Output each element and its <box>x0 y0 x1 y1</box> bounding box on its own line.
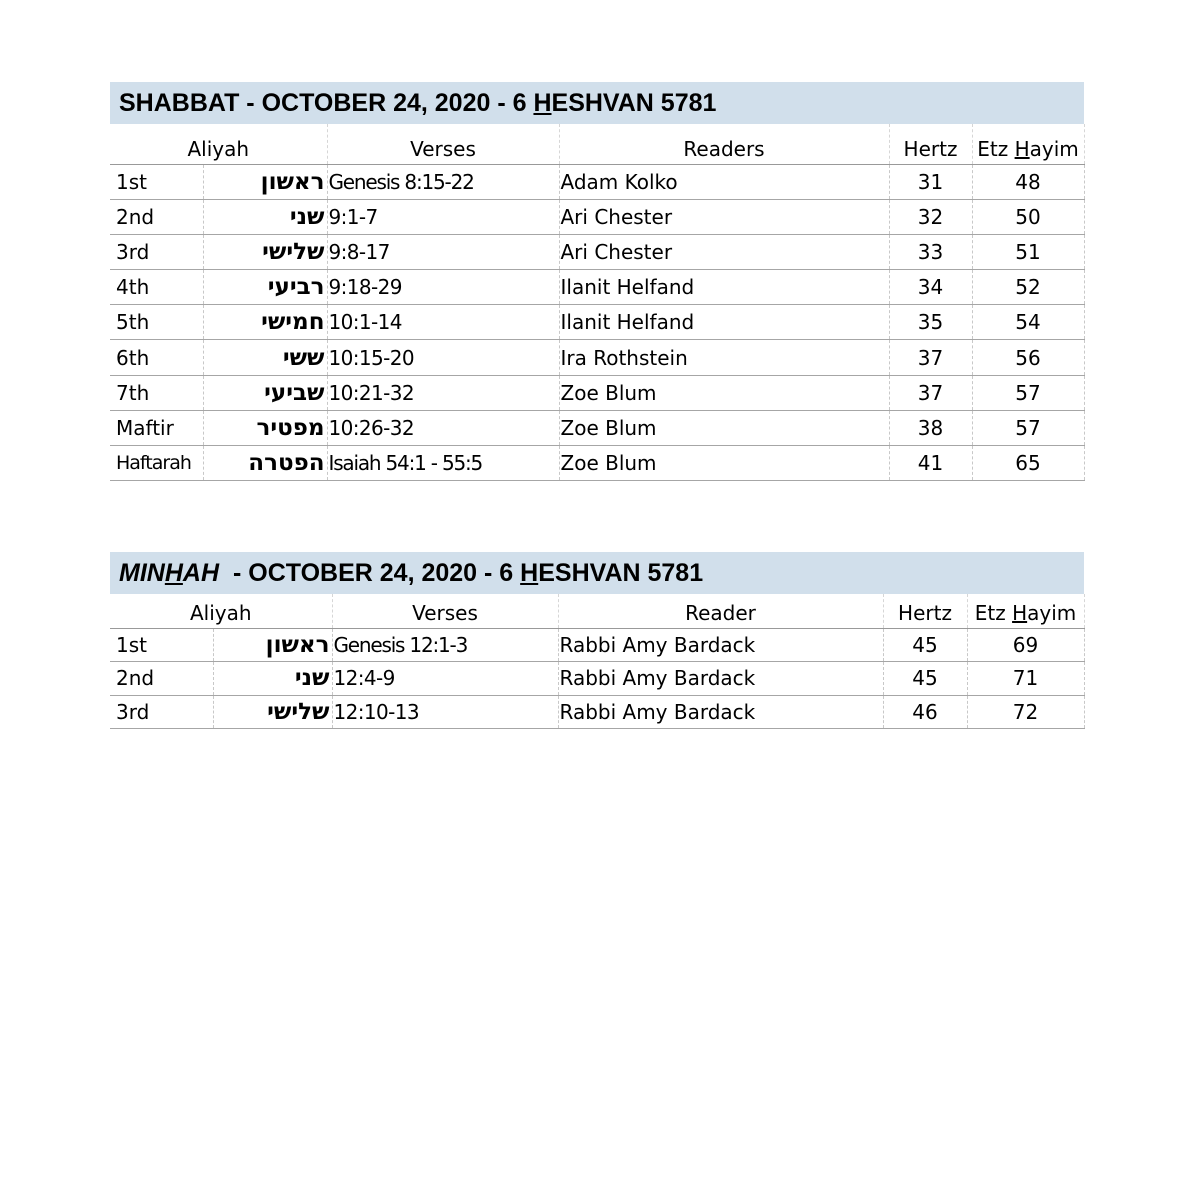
reader-cell: Rabbi Amy Bardack <box>558 662 883 696</box>
shabbat-title-post: ESHVAN 5781 <box>551 88 717 117</box>
etz-hayim-page: 72 <box>967 695 1084 729</box>
etz-pre: Etz <box>974 600 1013 625</box>
etz-hayim-page: 52 <box>972 270 1084 305</box>
hertz-page: 38 <box>889 410 972 445</box>
reader-cell: Rabbi Amy Bardack <box>558 628 883 662</box>
reader-cell: Adam Kolko <box>559 164 889 199</box>
minhah-table <box>110 594 1085 729</box>
minhah-schedule <box>110 552 1084 729</box>
verses-cell: 9:18-29 <box>327 270 559 305</box>
shabbat-table <box>110 124 1085 481</box>
reader-cell: Ilanit Helfand <box>559 305 889 340</box>
verses-cell: 10:1-14 <box>327 305 559 340</box>
minhah-title-rest: - OCTOBER 24, 2020 - 6 <box>233 558 521 587</box>
shabbat-title-underlined: H <box>533 88 552 117</box>
header-aliyah: Aliyah <box>110 124 327 164</box>
verses-cell: Isaiah 54:1 - 55:5 <box>327 446 559 481</box>
etz-post: ayim <box>1029 136 1079 161</box>
etz-hayim-page: 48 <box>972 164 1084 199</box>
etz-pre: Etz <box>977 136 1015 161</box>
hertz-page: 37 <box>889 375 972 410</box>
verses-cell: 12:4-9 <box>332 662 558 696</box>
aliyah-hebrew: ראשון <box>203 164 327 199</box>
header-etz-hayim <box>967 594 1084 628</box>
aliyah-hebrew: שני <box>213 662 332 696</box>
aliyah-number: 1st <box>110 164 203 199</box>
shabbat-schedule <box>110 82 1084 481</box>
minhah-ital-underlined: H <box>164 558 183 587</box>
etz-underlined: H <box>1014 136 1030 161</box>
shabbat-title-banner <box>110 82 1084 124</box>
aliyah-number: 4th <box>110 270 203 305</box>
header-verses: Verses <box>327 124 559 164</box>
reader-cell: Zoe Blum <box>559 410 889 445</box>
shabbat-title-pre: SHABBAT - OCTOBER 24, 2020 - 6 <box>119 88 534 117</box>
hertz-page: 41 <box>889 446 972 481</box>
hertz-page: 33 <box>889 234 972 269</box>
aliyah-hebrew: ששי <box>203 340 327 375</box>
reader-cell: Zoe Blum <box>559 446 889 481</box>
aliyah-hebrew: שביעי <box>203 375 327 410</box>
table-row <box>110 375 1084 410</box>
hertz-page: 37 <box>889 340 972 375</box>
aliyah-number: 6th <box>110 340 203 375</box>
aliyah-number: 1st <box>110 628 213 662</box>
verses-cell: Genesis 8:15-22 <box>327 164 559 199</box>
aliyah-number: 2nd <box>110 662 213 696</box>
etz-post: ayim <box>1027 600 1077 625</box>
table-row <box>110 164 1084 199</box>
verses-cell: Genesis 12:1-3 <box>332 628 558 662</box>
verses-cell: 10:26-32 <box>327 410 559 445</box>
hertz-page: 32 <box>889 199 972 234</box>
hertz-page: 34 <box>889 270 972 305</box>
etz-hayim-page: 65 <box>972 446 1084 481</box>
header-readers: Readers <box>559 124 889 164</box>
aliyah-hebrew: חמישי <box>203 305 327 340</box>
table-row <box>110 305 1084 340</box>
aliyah-number: 2nd <box>110 199 203 234</box>
table-row <box>110 695 1084 729</box>
header-aliyah: Aliyah <box>110 594 332 628</box>
minhah-title-italic <box>119 559 219 588</box>
hertz-page: 45 <box>883 628 967 662</box>
etz-hayim-page: 56 <box>972 340 1084 375</box>
header-hertz: Hertz <box>883 594 967 628</box>
aliyah-hebrew: שלישי <box>203 234 327 269</box>
hertz-page: 45 <box>883 662 967 696</box>
minhah-ital-pre: MIN <box>119 558 165 587</box>
aliyah-hebrew: שני <box>203 199 327 234</box>
etz-hayim-page: 57 <box>972 375 1084 410</box>
verses-cell: 10:21-32 <box>327 375 559 410</box>
table-row <box>110 270 1084 305</box>
verses-cell: 10:15-20 <box>327 340 559 375</box>
table-row <box>110 410 1084 445</box>
header-etz-hayim <box>972 124 1084 164</box>
etz-hayim-page: 51 <box>972 234 1084 269</box>
aliyah-hebrew: שלישי <box>213 695 332 729</box>
etz-hayim-page: 50 <box>972 199 1084 234</box>
header-verses: Verses <box>332 594 558 628</box>
aliyah-number: 3rd <box>110 234 203 269</box>
aliyah-hebrew: ראשון <box>213 628 332 662</box>
shabbat-header-row <box>110 124 1084 164</box>
aliyah-number: 3rd <box>110 695 213 729</box>
table-row <box>110 234 1084 269</box>
verses-cell: 9:8-17 <box>327 234 559 269</box>
minhah-ital-post: AH <box>182 558 219 587</box>
aliyah-number: Maftir <box>110 410 203 445</box>
hertz-page: 31 <box>889 164 972 199</box>
etz-hayim-page: 69 <box>967 628 1084 662</box>
aliyah-number: Haftarah <box>110 446 203 481</box>
minhah-title-underlined: H <box>520 558 539 587</box>
reader-cell: Rabbi Amy Bardack <box>558 695 883 729</box>
minhah-header-row <box>110 594 1084 628</box>
aliyah-hebrew: הפטרה <box>203 446 327 481</box>
etz-hayim-page: 71 <box>967 662 1084 696</box>
minhah-title-banner <box>110 552 1084 594</box>
hertz-page: 35 <box>889 305 972 340</box>
reader-cell: Ari Chester <box>559 234 889 269</box>
aliyah-number: 5th <box>110 305 203 340</box>
table-row <box>110 662 1084 696</box>
reader-cell: Ari Chester <box>559 199 889 234</box>
table-row <box>110 199 1084 234</box>
minhah-title-post: ESHVAN 5781 <box>538 558 704 587</box>
etz-underlined: H <box>1012 600 1028 625</box>
table-row <box>110 628 1084 662</box>
aliyah-hebrew: רביעי <box>203 270 327 305</box>
reader-cell: Ilanit Helfand <box>559 270 889 305</box>
aliyah-number: 7th <box>110 375 203 410</box>
hertz-page: 46 <box>883 695 967 729</box>
etz-hayim-page: 57 <box>972 410 1084 445</box>
table-row <box>110 446 1084 481</box>
verses-cell: 12:10-13 <box>332 695 558 729</box>
table-row <box>110 340 1084 375</box>
header-reader: Reader <box>558 594 883 628</box>
verses-cell: 9:1-7 <box>327 199 559 234</box>
etz-hayim-page: 54 <box>972 305 1084 340</box>
reader-cell: Zoe Blum <box>559 375 889 410</box>
aliyah-hebrew: מפטיר <box>203 410 327 445</box>
reader-cell: Ira Rothstein <box>559 340 889 375</box>
header-hertz: Hertz <box>889 124 972 164</box>
